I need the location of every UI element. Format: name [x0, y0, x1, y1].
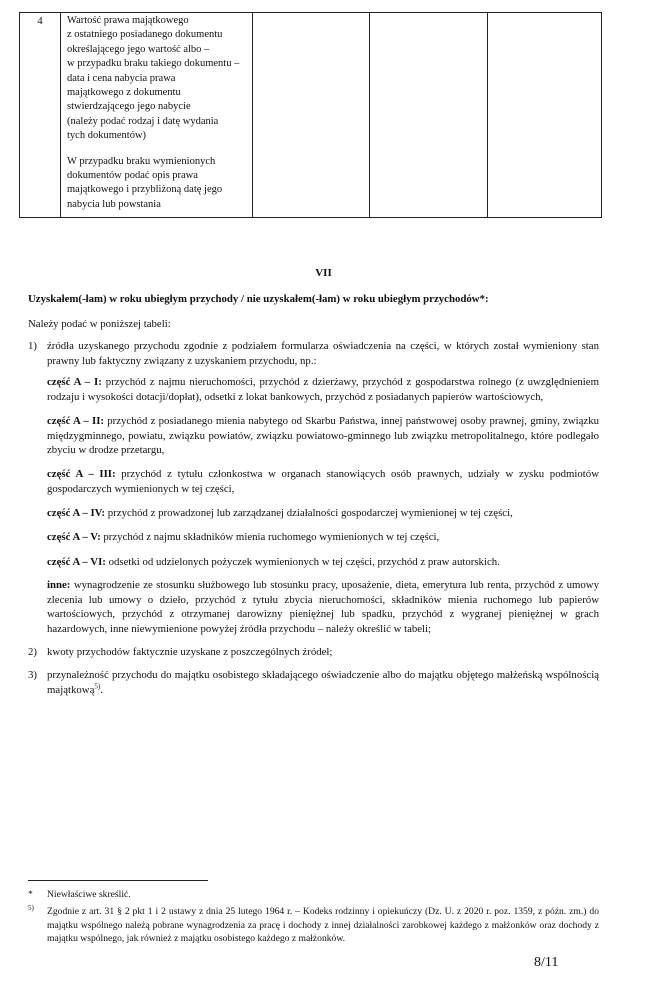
footnote-ref: 5) [94, 682, 101, 691]
table-row-description [61, 13, 253, 217]
list-item-1: 1) źródła uzyskanego przychodu zgodnie z podziałem formularza oświadczenia na części, w których został wymieniony stan prawny lub faktyczny związany z uzyskaniem przychodu, np.: [28, 340, 599, 367]
section-number: VII [315, 267, 332, 279]
section-heading: Uzyskałem(-łam) w roku ubiegłym przychody / nie uzyskałem(-łam) w roku ubiegłym przychodów*: [28, 293, 489, 305]
table-cell-empty-2 [370, 13, 488, 217]
sub-item-a1: część A – I: przychód z najmu nieruchomości, przychód z dzierżawy, przychód z gospodarstwa rolnego (z uwzględnieniem rodzaju i wysokości dotacji/dopłat), odsetki z lokat bankowych, przychód z posiadanych papierów wartościowych, [47, 376, 599, 403]
table-cell-empty-3 [488, 13, 601, 217]
list-item-2: 2) kwoty przychodów faktycznie uzyskane z poszczególnych źródeł; [28, 646, 333, 658]
sub-item-other: inne: wynagrodzenie ze stosunku służbowego lub stosunku pracy, uposażenie, dieta, emerytura lub renta, przychód z umowy zlecenia lub umowy o dzieło, przychód z tytułu zbycia nieruchomości, składników mienia ruchomego lub papierów wartościowych, przychód z otrzymanej darowizny pieniężnej lub spadku, przychód z wygranej pieniężnej w grach hazardowych, inne niewymienione powyżej źródła przychodu – należy określić w tabeli; [47, 579, 599, 636]
footnote-divider [28, 880, 208, 881]
sub-item-a2: część A – II: przychód z posiadanego mienia nabytego od Skarbu Państwa, innej państwowej osoby prawnej, gminy, związku międzygminnego, powiatu, związku powiatów, związku powiatowo-gminnego lub związku metropolitalnego, które podlegało zbyciu w drodze przetargu, [47, 415, 599, 457]
description-paragraph-1: Wartość prawa majątkowego z ostatniego posiadanego dokumentu określającego jego wartość albo – w przypadku braku takiego dokumentu – data i cena nabycia prawa majątkowego z dokumentu stwierdzającego jego nabycie (należy podać rodzaj i datę wydania tych dokumentów) [67, 15, 240, 142]
sub-item-a4: część A – IV: przychód z prowadzonej lub zarządzanej działalności gospodarczej wymienionej w tej części, [47, 507, 513, 519]
footnote-5: 5) Zgodnie z art. 31 § 2 pkt 1 i 2 ustawy z dnia 25 lutego 1964 r. – Kodeks rodzinny i opiekuńczy (Dz. U. z 2020 r. poz. 1359, z późn. zm.) do majątku wspólnego należą pobrane wynagrodzenia za pracę i dochody z innej działalności zarobkowej każdego z małżonków oraz dochody z majątku wspólnego, jak również z majątku osobistego każdego z małżonków. [28, 904, 599, 945]
table-row-number: 4 [20, 13, 61, 217]
page-number: 8/11 [534, 955, 559, 970]
description-paragraph-2: W przypadku braku wymienionych dokumentów podać opis prawa majątkowego i przybliżoną datę jego nabycia lub powstania [67, 155, 223, 210]
sub-item-a6: część A – VI: odsetki od udzielonych pożyczek wymienionych w tej części, przychód z praw autorskich. [47, 556, 500, 568]
sub-item-a3: część A – III: przychód z tytułu członkostwa w organach stanowiących osób prawnych, udziały w zysku podmiotów gospodarczych wymienionych w tej części, [47, 468, 599, 495]
assets-table-row [19, 12, 602, 218]
footnote-asterisk: * Niewłaściwe skreślić. [28, 889, 131, 900]
table-cell-empty-1 [253, 13, 370, 217]
list-item-3: 3) przynależność przychodu do majątku osobistego składającego oświadczenie albo do majątku objętego małżeńską wspólnością majątkową$^{5)}$. [28, 669, 599, 696]
sub-item-a5: część A – V: przychód z najmu składników mienia ruchomego wymienionych w tej części, [47, 531, 440, 543]
section-intro: Należy podać w poniższej tabeli: [28, 318, 171, 330]
